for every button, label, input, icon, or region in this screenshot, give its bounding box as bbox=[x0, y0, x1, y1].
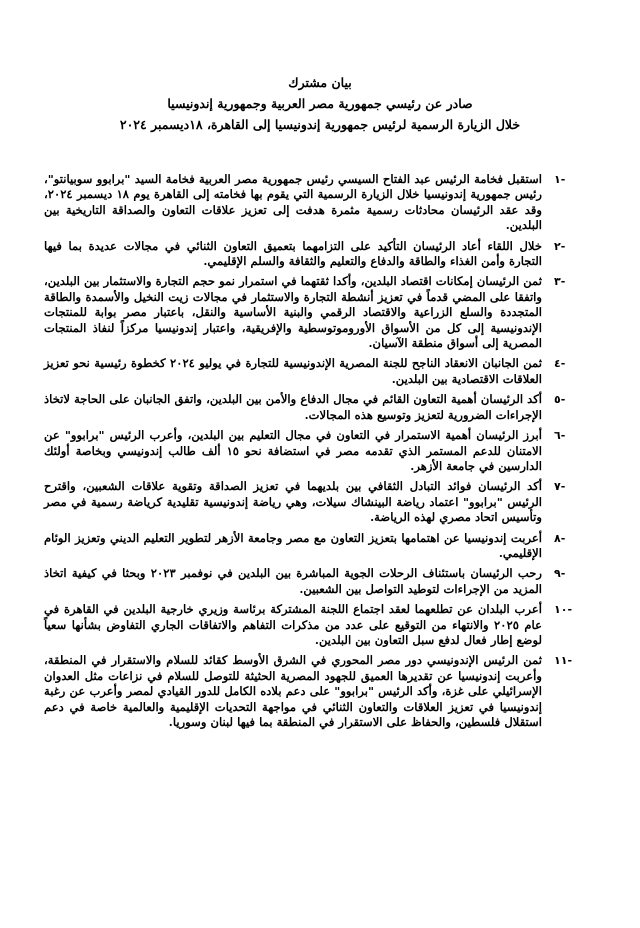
statement-item-8 bbox=[44, 531, 594, 562]
item-text: أكد الرئيسان فوائد التبادل الثقافي بين بلديهما في تعزيز الصداقة وتقوية علاقات الشعبين، واقترح الرئيس "برابوو" اعتماد رياضة البينشاك سيلات، وهي رياضة إندونيسية تقليدية كرياضة رسمية في مصر وتأسيس اتحاد مصري لهذه الرياضة. bbox=[44, 479, 542, 525]
statement-subtitle: صادر عن رئيسي جمهورية مصر العربية وجمهورية إندونيسيا bbox=[167, 96, 473, 111]
item-number: ٥- bbox=[554, 393, 566, 407]
statement-item-10 bbox=[44, 602, 594, 648]
item-text: أعرب البلدان عن تطلعهما لعقد اجتماع اللجنة المشتركة برئاسة وزيري خارجية البلدين في القاهرة في عام ٢٠٢٥ والانتهاء من التوقيع على عدد من مذكرات التفاهم والاتفاقات الجاري التفاوض بشأنها سعياً لوضع إطار فعال لدفع سبل التعاون بين البلدين. bbox=[44, 602, 542, 647]
item-number: ٧- bbox=[554, 480, 566, 494]
statement-title: بيان مشترك bbox=[288, 75, 352, 90]
statement-item-11 bbox=[44, 653, 594, 730]
item-number: ٨- bbox=[554, 531, 566, 545]
statement-item-1 bbox=[44, 172, 594, 234]
item-number: ٢- bbox=[554, 239, 566, 253]
item-text: ثمن الرئيسان إمكانات اقتصاد البلدين، وأكدا ثقتهما في استمرار نمو حجم التجارة والاستثمار بين البلدين، واتفقا على المضي قدماً في تعزيز أنشطة التجارة والاستثمار في مجالات زيت النخيل والأسمدة والطاقة المتجددة والسلع الزراعية والاقتصاد الرقمي والبنية الأساسية والنقل، باعتبار مصر بوابة للمنتجات الإندونيسية إلى كل من الأسواق الأوروموتوسطية والإفريقية، واعتبار إندونيسيا مركزاً لنفاذ المنتجات المصرية إلى أسواق منطقة الآسيان. bbox=[44, 274, 542, 351]
item-text: ثمن الجانبان الانعقاد الناجح للجنة المصرية الإندونيسية للتجارة في يوليو ٢٠٢٤ كخطوة رئيسية نحو تعزيز العلاقات الاقتصادية بين البلدين. bbox=[44, 356, 542, 386]
item-number: ٦- bbox=[554, 429, 566, 443]
statement-item-5 bbox=[44, 392, 594, 423]
item-text: رحب الرئيسان باستئناف الرحلات الجوية المباشرة بين البلدين في نوفمبر ٢٠٢٣ وبحثا في كيفية اتخاذ المزيد من الإجراءات لتوطيد التواصل بين الشعبين. bbox=[44, 566, 542, 596]
item-number: ٩- bbox=[554, 567, 566, 581]
statement-header bbox=[40, 72, 600, 135]
statement-occasion: خلال الزيارة الرسمية لرئيس جمهورية إندونيسيا إلى القاهرة، ١٨ديسمبر ٢٠٢٤ bbox=[119, 117, 521, 132]
statement-item-6 bbox=[44, 428, 594, 474]
item-text: أعربت إندونيسيا عن اهتمامها بتعزيز التعاون مع مصر وجامعة الأزهر لتطوير التعليم الديني وتعزيز الوئام الإقليمي. bbox=[44, 530, 542, 560]
statement-items bbox=[44, 172, 594, 735]
item-number: ١١- bbox=[554, 654, 573, 668]
item-text: أبرز الرئيسان أهمية الاستمرار في التعاون في مجال التعليم بين البلدين، وأعرب الرئيس "برابوو" عن الامتنان للدعم المستمر الذي تقدمه مصر في استضافة نحو ١٥ ألف طالب إندونيسي وبخاصة أولئك الدارسين في جامعة الأزهر. bbox=[44, 428, 542, 473]
statement-item-3 bbox=[44, 274, 594, 351]
statement-item-7 bbox=[44, 479, 594, 525]
statement-item-4 bbox=[44, 356, 594, 387]
statement-item-9 bbox=[44, 566, 594, 597]
item-text: استقبل فخامة الرئيس عبد الفتاح السيسي رئيس جمهورية مصر العربية فخامة السيد "برابوو سوبيانتو"، رئيس جمهورية إندونيسيا خلال الزيارة الرسمية التي يقوم بها فخامته إلى القاهرة يوم ١٨ ديسمبر ٢٠٢٤، وقد عقد الرئيسان محادثات رسمية مثمرة هدفت إلى تعزيز علاقات التعاون والصداقة التاريخية بين البلدين. bbox=[44, 172, 543, 233]
item-number: ٤- bbox=[554, 357, 566, 371]
item-text: ثمن الرئيس الإندونيسي دور مصر المحوري في الشرق الأوسط كقائد للسلام والاستقرار في المنطقة، وأعربت إندونيسيا عن تقديرها العميق للجهود المصرية الحثيثة للتوصل للسلام في نزاعات مثل العدوان الإسرائيلي على غزة، وأكد الرئيس "برابوو" على دعم بلاده الكامل للدور القيادي لمصر وأعرب عن رغبة إندونيسيا في تعزيز العلاقات والتعاون الثنائي في مواجهة التحديات الإقليمية والعالمية خاصة في دعم استقلال فلسطين، والحفاظ على الاستقرار في المنطقة بما فيها لبنان وسوريا. bbox=[44, 653, 542, 729]
item-text: خلال اللقاء أعاد الرئيسان التأكيد على التزامهما بتعميق التعاون الثنائي في مجالات عديدة بما فيها التجارة وأمن الغذاء والطاقة والدفاع والتعليم والثقافة والسلم الإقليمي. bbox=[44, 238, 542, 269]
item-number: ١- bbox=[554, 173, 566, 186]
statement-item-2 bbox=[44, 239, 594, 270]
item-number: ٣- bbox=[554, 275, 566, 289]
item-number: ١٠- bbox=[554, 603, 573, 617]
item-text: أكد الرئيسان أهمية التعاون القائم في مجال الدفاع والأمن بين البلدين، واتفق الجانبان على الحاجة لاتخاذ الإجراءات الضرورية لتعزيز وتوسيع هذه المجالات. bbox=[44, 392, 542, 422]
